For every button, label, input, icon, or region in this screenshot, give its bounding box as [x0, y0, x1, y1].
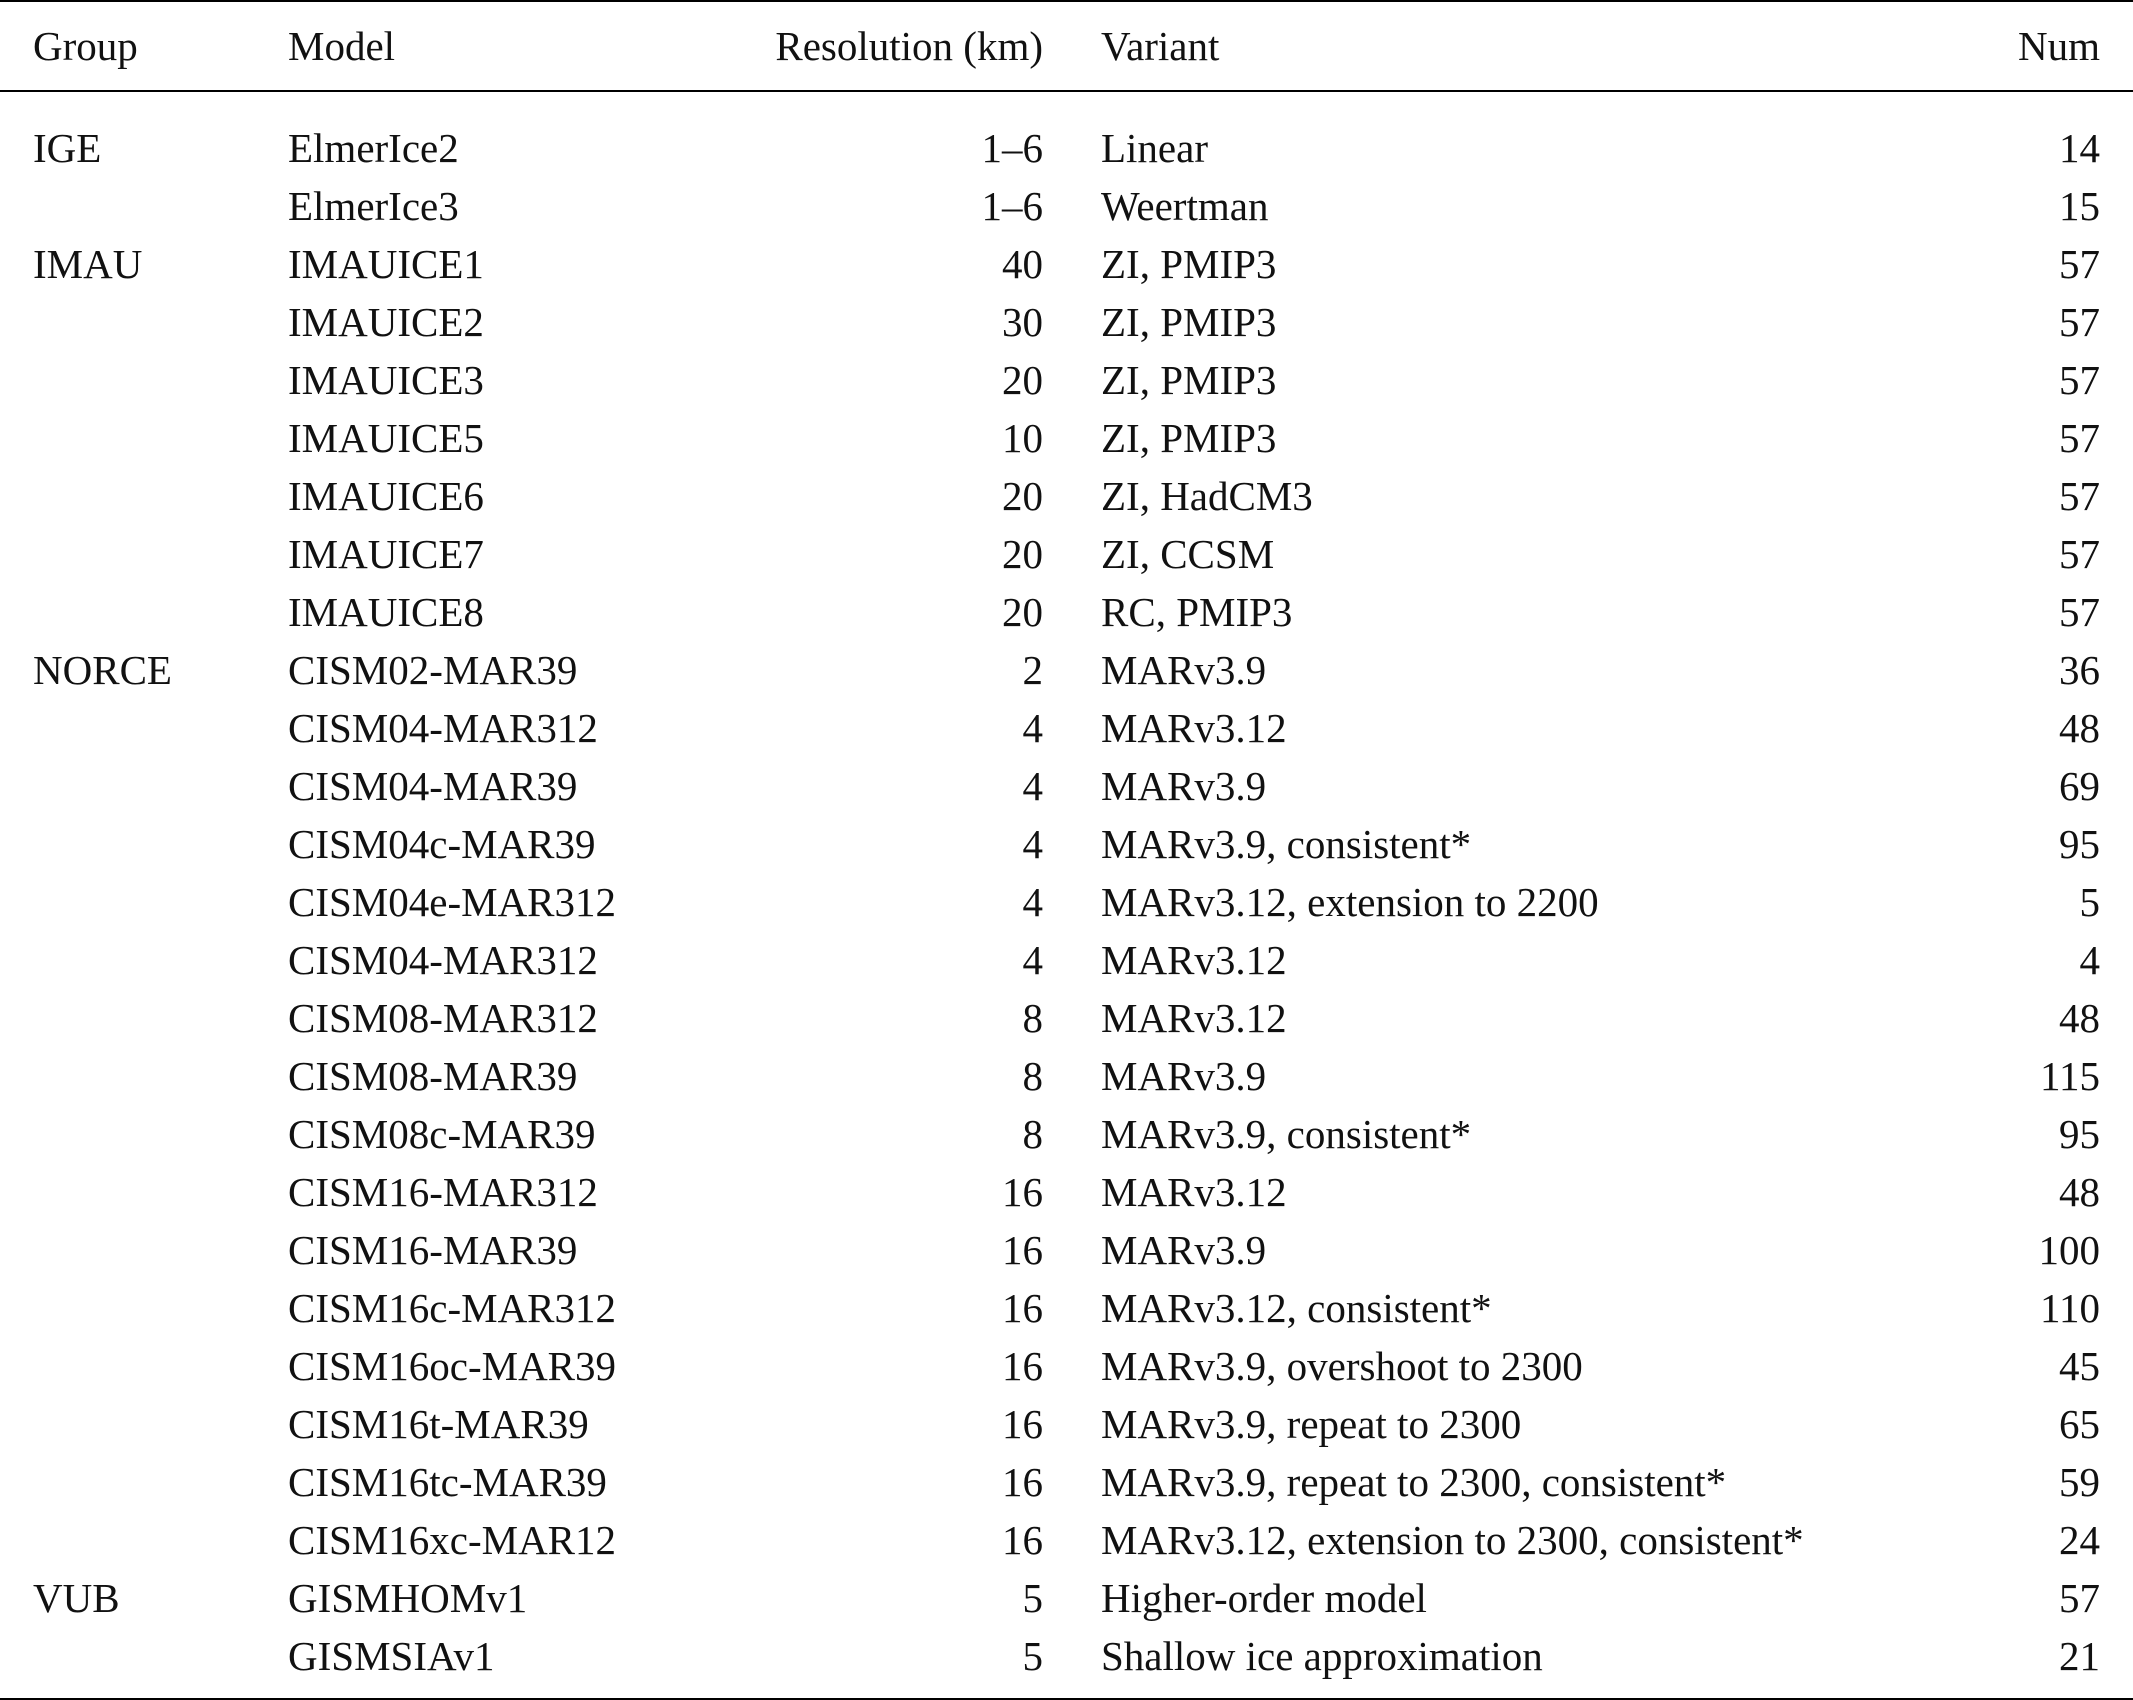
- table-row: [0, 815, 2133, 873]
- cell-group: [0, 583, 288, 641]
- cell-model: IMAUICE8: [288, 589, 484, 635]
- cell-num: 57: [2059, 299, 2100, 345]
- table-row: [0, 931, 2133, 989]
- cell-variant: MARv3.9, consistent*: [1101, 821, 1472, 867]
- cell-model: CISM04e-MAR312: [288, 879, 617, 925]
- cell-variant: MARv3.9, overshoot to 2300: [1101, 1343, 1583, 1389]
- cell-resolution: 16: [1002, 1517, 1043, 1563]
- cell-variant: MARv3.12, consistent*: [1101, 1285, 1492, 1331]
- cell-model: CISM16oc-MAR39: [288, 1343, 617, 1389]
- cell-num: 57: [2059, 473, 2100, 519]
- cell-resolution: 5: [1022, 1632, 1043, 1679]
- cell-model: CISM16-MAR312: [288, 1169, 598, 1215]
- cell-resolution: 20: [1002, 531, 1043, 577]
- cell-group: [0, 1279, 288, 1337]
- cell-resolution: 8: [1022, 1111, 1043, 1157]
- table-header: [0, 1, 2133, 91]
- cell-num: 57: [2059, 241, 2100, 287]
- header-group: Group: [33, 23, 138, 69]
- cell-variant: Linear: [1101, 124, 1208, 171]
- cell-variant: RC, PMIP3: [1101, 589, 1293, 635]
- cell-resolution: 1–6: [981, 183, 1043, 229]
- cell-group: [0, 177, 288, 235]
- cell-variant: Weertman: [1101, 183, 1269, 229]
- table-row: [0, 1337, 2133, 1395]
- table-row: [0, 467, 2133, 525]
- table-body: [0, 91, 2133, 1699]
- cell-group: [0, 989, 288, 1047]
- table-row: [0, 91, 2133, 177]
- cell-model: ElmerIce2: [288, 124, 459, 171]
- table-row: [0, 1221, 2133, 1279]
- cell-group: [0, 1163, 288, 1221]
- cell-resolution: 20: [1002, 589, 1043, 635]
- cell-resolution: 30: [1002, 299, 1043, 345]
- cell-resolution: 4: [1022, 821, 1043, 867]
- cell-model: CISM08c-MAR39: [288, 1111, 596, 1157]
- cell-group: [0, 931, 288, 989]
- cell-model: IMAUICE1: [288, 241, 484, 287]
- table-row: [0, 525, 2133, 583]
- cell-num: 57: [2059, 589, 2100, 635]
- cell-group: [0, 757, 288, 815]
- cell-variant: ZI, PMIP3: [1101, 357, 1277, 403]
- cell-num: 69: [2059, 763, 2100, 809]
- cell-model: ElmerIce3: [288, 183, 459, 229]
- table-row: [0, 1047, 2133, 1105]
- cell-variant: ZI, CCSM: [1101, 531, 1275, 577]
- cell-model: CISM04c-MAR39: [288, 821, 596, 867]
- cell-num: 48: [2059, 705, 2100, 751]
- cell-num: 14: [2059, 124, 2100, 171]
- cell-num: 110: [2040, 1285, 2100, 1331]
- cell-num: 59: [2059, 1459, 2100, 1505]
- cell-variant: MARv3.12, extension to 2300, consistent*: [1101, 1517, 1804, 1563]
- cell-resolution: 40: [1002, 241, 1043, 287]
- cell-num: 15: [2059, 183, 2100, 229]
- table-row: [0, 177, 2133, 235]
- cell-variant: MARv3.12: [1101, 705, 1287, 751]
- cell-group: [0, 467, 288, 525]
- cell-resolution: 16: [1002, 1169, 1043, 1215]
- cell-group: NORCE: [33, 647, 172, 693]
- cell-variant: MARv3.9: [1101, 1053, 1267, 1099]
- table-row: [0, 1279, 2133, 1337]
- cell-num: 57: [2059, 415, 2100, 461]
- cell-model: CISM08-MAR312: [288, 995, 598, 1041]
- table-row: [0, 989, 2133, 1047]
- cell-num: 4: [2079, 937, 2100, 983]
- cell-model: CISM02-MAR39: [288, 647, 578, 693]
- cell-resolution: 2: [1022, 647, 1043, 693]
- cell-num: 115: [2040, 1053, 2100, 1099]
- cell-model: IMAUICE7: [288, 531, 484, 577]
- table-row: [0, 351, 2133, 409]
- cell-resolution: 16: [1002, 1343, 1043, 1389]
- cell-num: 36: [2059, 647, 2100, 693]
- cell-variant: Higher-order model: [1101, 1575, 1427, 1621]
- cell-model: GISMSIAv1: [288, 1632, 495, 1679]
- cell-model: IMAUICE5: [288, 415, 484, 461]
- cell-group: [0, 1047, 288, 1105]
- header-variant: Variant: [1101, 23, 1220, 69]
- cell-model: IMAUICE3: [288, 357, 484, 403]
- cell-model: CISM16xc-MAR12: [288, 1517, 617, 1563]
- cell-group: [0, 1453, 288, 1511]
- cell-resolution: 8: [1022, 1053, 1043, 1099]
- cell-variant: MARv3.12: [1101, 1169, 1287, 1215]
- cell-resolution: 20: [1002, 357, 1043, 403]
- cell-variant: ZI, HadCM3: [1101, 473, 1313, 519]
- table-row: [0, 1395, 2133, 1453]
- header-model: Model: [288, 23, 396, 69]
- header-resolution: Resolution (km): [775, 23, 1043, 69]
- cell-resolution: 5: [1022, 1575, 1043, 1621]
- table-row: [0, 699, 2133, 757]
- table-row: [0, 873, 2133, 931]
- cell-model: CISM16t-MAR39: [288, 1401, 589, 1447]
- cell-variant: MARv3.12, extension to 2200: [1101, 879, 1599, 925]
- cell-model: CISM04-MAR312: [288, 705, 598, 751]
- cell-num: 5: [2079, 879, 2100, 925]
- cell-group: VUB: [33, 1575, 120, 1621]
- cell-model: GISMHOMv1: [288, 1575, 528, 1621]
- table-row: [0, 409, 2133, 467]
- cell-resolution: 8: [1022, 995, 1043, 1041]
- cell-variant: MARv3.9: [1101, 647, 1267, 693]
- cell-group: [0, 293, 288, 351]
- cell-variant: MARv3.12: [1101, 937, 1287, 983]
- cell-resolution: 1–6: [981, 124, 1043, 171]
- table-row: [0, 1569, 2133, 1627]
- cell-resolution: 4: [1022, 879, 1043, 925]
- table-row: [0, 1627, 2133, 1699]
- cell-resolution: 10: [1002, 415, 1043, 461]
- cell-model: CISM16-MAR39: [288, 1227, 578, 1273]
- cell-num: 48: [2059, 1169, 2100, 1215]
- table-row: [0, 1163, 2133, 1221]
- cell-group: [0, 1105, 288, 1163]
- cell-group: [0, 1511, 288, 1569]
- cell-resolution: 16: [1002, 1285, 1043, 1331]
- cell-group: [0, 699, 288, 757]
- cell-num: 21: [2059, 1632, 2100, 1679]
- cell-group: [0, 351, 288, 409]
- table-row: [0, 1105, 2133, 1163]
- cell-variant: MARv3.9: [1101, 763, 1267, 809]
- cell-resolution: 4: [1022, 763, 1043, 809]
- header-num: Num: [2018, 23, 2100, 69]
- cell-group: [0, 1627, 288, 1699]
- cell-num: 48: [2059, 995, 2100, 1041]
- cell-model: CISM04-MAR39: [288, 763, 578, 809]
- cell-variant: ZI, PMIP3: [1101, 299, 1277, 345]
- cell-num: 65: [2059, 1401, 2100, 1447]
- cell-model: CISM16c-MAR312: [288, 1285, 617, 1331]
- table-row: [0, 757, 2133, 815]
- cell-group: [0, 525, 288, 583]
- cell-resolution: 20: [1002, 473, 1043, 519]
- table-row: [0, 235, 2133, 293]
- cell-resolution: 16: [1002, 1227, 1043, 1273]
- cell-num: 57: [2059, 531, 2100, 577]
- cell-resolution: 16: [1002, 1459, 1043, 1505]
- cell-variant: Shallow ice approximation: [1101, 1632, 1543, 1679]
- cell-num: 45: [2059, 1343, 2100, 1389]
- cell-variant: ZI, PMIP3: [1101, 241, 1277, 287]
- cell-variant: MARv3.9, consistent*: [1101, 1111, 1472, 1157]
- cell-resolution: 4: [1022, 705, 1043, 751]
- cell-resolution: 16: [1002, 1401, 1043, 1447]
- cell-group: IGE: [33, 124, 102, 171]
- cell-variant: MARv3.9: [1101, 1227, 1267, 1273]
- table-row: [0, 1511, 2133, 1569]
- cell-resolution: 4: [1022, 937, 1043, 983]
- cell-group: [0, 1337, 288, 1395]
- cell-num: 95: [2059, 1111, 2100, 1157]
- cell-variant: ZI, PMIP3: [1101, 415, 1277, 461]
- cell-group: [0, 873, 288, 931]
- cell-num: 57: [2059, 357, 2100, 403]
- cell-variant: MARv3.9, repeat to 2300: [1101, 1401, 1522, 1447]
- cell-num: 95: [2059, 821, 2100, 867]
- cell-model: IMAUICE2: [288, 299, 484, 345]
- table-row: [0, 583, 2133, 641]
- cell-model: CISM04-MAR312: [288, 937, 598, 983]
- header-row: [0, 1, 2133, 91]
- cell-group: [0, 815, 288, 873]
- cell-num: 24: [2059, 1517, 2100, 1563]
- table-row: [0, 293, 2133, 351]
- cell-num: 100: [2038, 1227, 2100, 1273]
- cell-variant: MARv3.9, repeat to 2300, consistent*: [1101, 1459, 1727, 1505]
- cell-model: CISM16tc-MAR39: [288, 1459, 607, 1505]
- table-row: [0, 1453, 2133, 1511]
- cell-group: IMAU: [33, 241, 143, 287]
- cell-group: [0, 1221, 288, 1279]
- cell-group: [0, 1395, 288, 1453]
- cell-num: 57: [2059, 1575, 2100, 1621]
- cell-group: [0, 409, 288, 467]
- cell-model: CISM08-MAR39: [288, 1053, 578, 1099]
- table-row: [0, 641, 2133, 699]
- cell-model: IMAUICE6: [288, 473, 484, 519]
- cell-variant: MARv3.12: [1101, 995, 1287, 1041]
